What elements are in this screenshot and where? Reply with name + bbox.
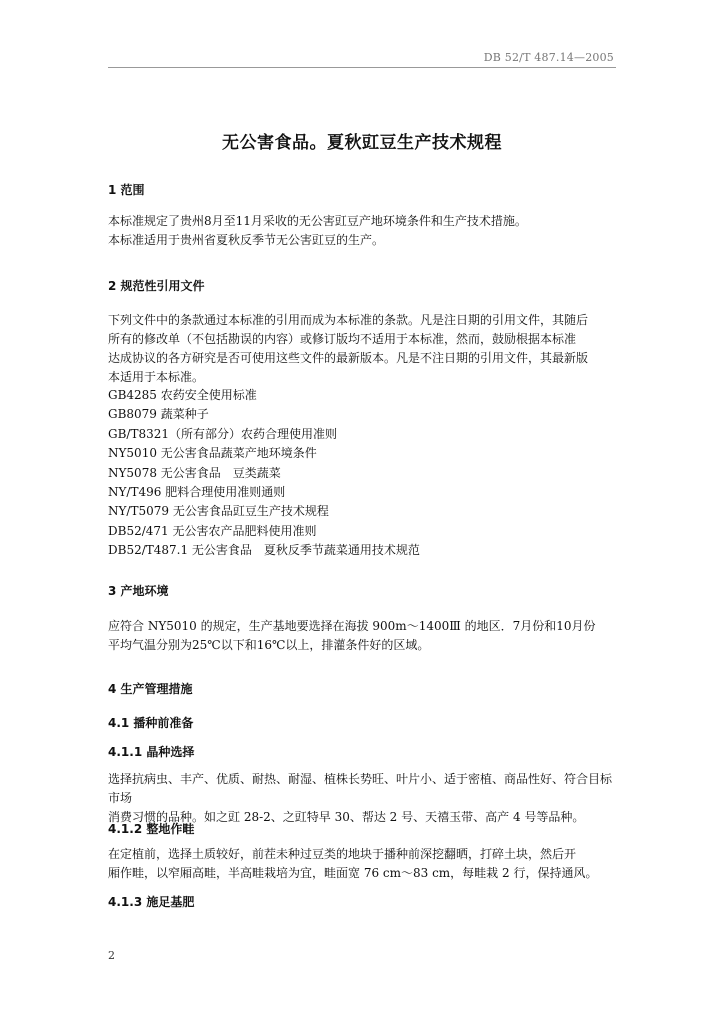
text-line: 厢作畦，以窄厢高畦，半高畦栽培为宜，畦面宽 76 cm～83 cm，每畦栽 2 行，保持通风。 bbox=[108, 866, 598, 880]
text-line: 本标准适用于贵州省夏秋反季节无公害豇豆的生产。 bbox=[108, 233, 385, 247]
paragraph-references bbox=[108, 311, 618, 387]
subsection-heading-variety: 4.1.1 晶种选择 bbox=[108, 745, 195, 759]
paragraph-land-prep bbox=[108, 845, 618, 883]
paragraph-scope bbox=[108, 212, 618, 250]
subsection-heading-preparation: 4.1 播种前准备 bbox=[108, 716, 194, 730]
reference-list bbox=[108, 386, 618, 561]
text-line: 应符合 NY5010 的规定，生产基地要选择在海拔 900m～1400Ⅲ 的地区．7月份和10月份 bbox=[108, 619, 596, 633]
text-line: 在定植前，选择土质较好，前茬未种过豆类的地块于播种前深挖翻晒，打碎土块，然后开 bbox=[108, 847, 577, 861]
document-title: 无公害食品。夏秋豇豆生产技术规程 bbox=[222, 133, 502, 153]
section-heading-management: 4 生产管理措施 bbox=[108, 682, 193, 696]
reference-item: NY/T496 肥料合理使用准则通则 bbox=[108, 485, 286, 500]
section-heading-scope: 1 范围 bbox=[108, 183, 145, 197]
reference-item: DB52/471 无公害农产品肥料使用准则 bbox=[108, 523, 317, 538]
reference-item: GB8079 蔬菜种子 bbox=[108, 407, 209, 422]
reference-item: GB/T8321（所有部分）农药合理使用准则 bbox=[108, 426, 337, 441]
text-line: 所有的修改单（不包括勘误的内容）或修订版均不适用于本标准，然而，鼓励根据本标准 bbox=[108, 332, 577, 346]
header-rule bbox=[108, 67, 616, 68]
reference-item: NY5078 无公害食品 豆类蔬菜 bbox=[108, 465, 281, 480]
text-line: 达成协议的各方研究是否可使用这些文件的最新版本。凡是不注日期的引用文件，其最新版 bbox=[108, 351, 589, 365]
text-line: 消费习惯的品种。如之豇 28-2、之豇特早 30、帮达 2 号、天禧玉带、高产 4 号等品种。 bbox=[108, 810, 585, 824]
text-line: 本适用于本标准。 bbox=[108, 370, 205, 384]
reference-item: NY5010 无公害食品蔬菜产地环境条件 bbox=[108, 446, 317, 461]
header-code: DB 52/T 487.14—2005 bbox=[483, 51, 614, 64]
paragraph-environment bbox=[108, 617, 618, 655]
subsection-heading-fertilizer: 4.1.3 施足基肥 bbox=[108, 895, 195, 909]
section-heading-references: 2 规范性引用文件 bbox=[108, 279, 205, 293]
reference-item: NY/T5079 无公害食品豇豆生产技术规程 bbox=[108, 504, 329, 519]
text-line: 平均气温分别为25℃以下和16℃以上，排灌条件好的区域。 bbox=[108, 638, 430, 652]
text-line: 选择抗病虫、丰产、优质、耐热、耐湿、植株长势旺、叶片小、适于密植、商品性好、符合目标市场 bbox=[108, 772, 613, 805]
paragraph-variety bbox=[108, 770, 618, 827]
text-line: 本标准规定了贵州8月至11月采收的无公害豇豆产地环境条件和生产技术措施。 bbox=[108, 214, 527, 228]
text-line: 下列文件中的条款通过本标准的引用而成为本标准的条款。凡是注日期的引用文件，其随后 bbox=[108, 313, 589, 327]
reference-item: DB52/T487.1 无公害食品 夏秋反季节蔬菜通用技术规范 bbox=[108, 543, 420, 558]
page-number: 2 bbox=[108, 949, 115, 962]
section-heading-environment: 3 产地环境 bbox=[108, 584, 169, 598]
subsection-heading-land-prep: 4.1.2 整地作畦 bbox=[108, 822, 195, 836]
reference-item: GB4285 农药安全使用标准 bbox=[108, 388, 257, 402]
